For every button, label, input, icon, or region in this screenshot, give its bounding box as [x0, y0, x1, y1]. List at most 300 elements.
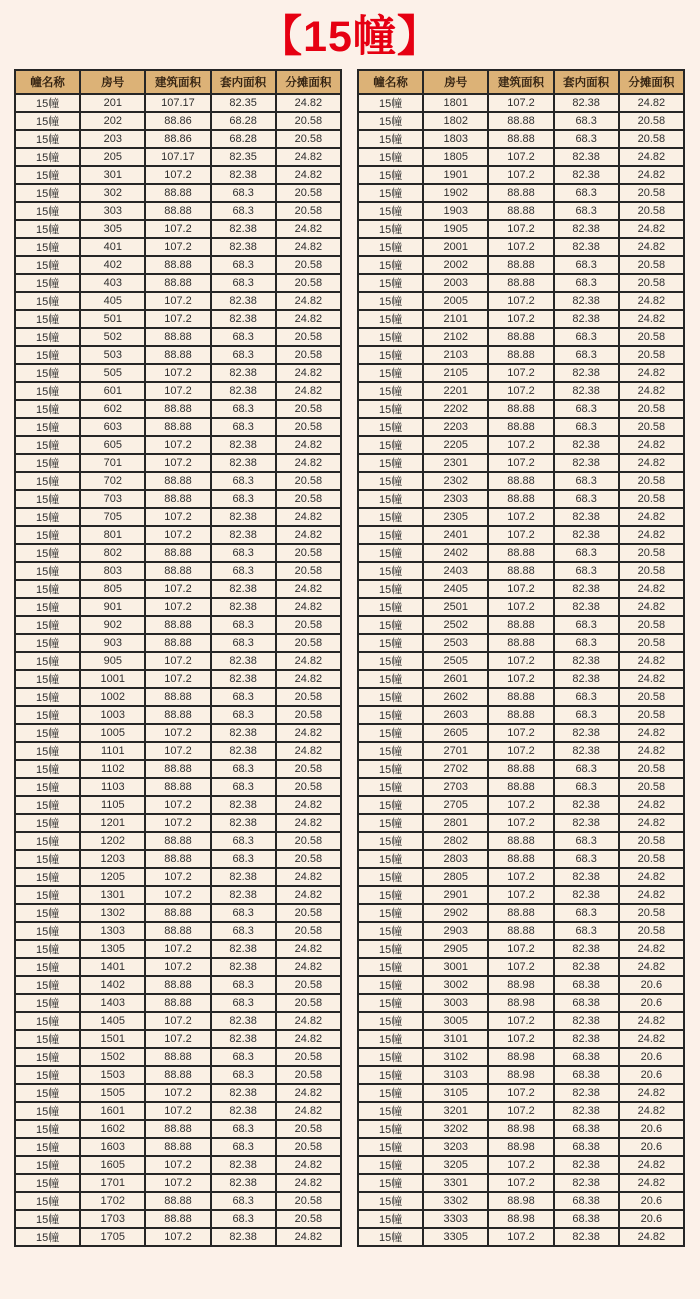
table-cell: 2303	[423, 490, 488, 508]
table-cell: 68.3	[554, 112, 619, 130]
table-cell: 15幢	[15, 256, 80, 274]
table-cell: 20.58	[276, 490, 341, 508]
table-cell: 24.82	[619, 652, 684, 670]
table-row	[358, 598, 684, 616]
table-cell: 2601	[423, 670, 488, 688]
table-cell: 3005	[423, 1012, 488, 1030]
table-cell: 24.82	[619, 814, 684, 832]
table-cell: 88.86	[145, 112, 210, 130]
table-cell: 20.58	[276, 1210, 341, 1228]
table-row	[358, 1048, 684, 1066]
table-cell: 15幢	[358, 400, 423, 418]
table-row	[358, 688, 684, 706]
table-row	[15, 508, 341, 526]
table-row	[15, 274, 341, 292]
table-cell: 15幢	[15, 1102, 80, 1120]
table-cell: 24.82	[276, 364, 341, 382]
table-cell: 1203	[80, 850, 145, 868]
table-cell: 88.88	[145, 184, 210, 202]
table-cell: 82.38	[211, 508, 276, 526]
table-cell: 24.82	[619, 310, 684, 328]
table-cell: 20.58	[276, 544, 341, 562]
table-cell: 68.3	[554, 418, 619, 436]
table-cell: 15幢	[15, 760, 80, 778]
table-cell: 15幢	[15, 1120, 80, 1138]
table-cell: 107.2	[488, 526, 553, 544]
table-cell: 82.38	[211, 724, 276, 742]
table-cell: 20.58	[619, 202, 684, 220]
table-cell: 88.88	[145, 688, 210, 706]
table-cell: 24.82	[619, 1084, 684, 1102]
table-cell: 68.38	[554, 1048, 619, 1066]
table-cell: 107.2	[488, 796, 553, 814]
table-cell: 68.3	[554, 688, 619, 706]
table-cell: 82.38	[554, 238, 619, 256]
table-cell: 82.38	[211, 958, 276, 976]
table-cell: 2905	[423, 940, 488, 958]
column-header: 分摊面积	[276, 70, 341, 94]
table-cell: 15幢	[358, 544, 423, 562]
table-cell: 68.3	[554, 850, 619, 868]
table-cell: 1103	[80, 778, 145, 796]
table-cell: 15幢	[15, 544, 80, 562]
table-cell: 107.2	[488, 598, 553, 616]
table-row	[358, 1102, 684, 1120]
table-cell: 82.38	[554, 526, 619, 544]
table-cell: 82.38	[554, 868, 619, 886]
table-cell: 107.2	[145, 238, 210, 256]
table-cell: 20.58	[276, 904, 341, 922]
table-cell: 88.88	[488, 688, 553, 706]
table-cell: 20.58	[276, 346, 341, 364]
table-cell: 20.58	[276, 1192, 341, 1210]
table-cell: 15幢	[15, 1084, 80, 1102]
table-cell: 1702	[80, 1192, 145, 1210]
table-cell: 107.2	[488, 238, 553, 256]
table-row	[15, 562, 341, 580]
table-cell: 24.82	[276, 148, 341, 166]
table-cell: 1202	[80, 832, 145, 850]
table-cell: 107.2	[488, 508, 553, 526]
table-cell: 24.82	[276, 436, 341, 454]
table-cell: 68.3	[211, 1192, 276, 1210]
table-cell: 3202	[423, 1120, 488, 1138]
table-cell: 68.3	[211, 328, 276, 346]
table-cell: 107.2	[488, 382, 553, 400]
table-cell: 2105	[423, 364, 488, 382]
table-cell: 107.2	[488, 94, 553, 112]
table-cell: 502	[80, 328, 145, 346]
table-row	[358, 832, 684, 850]
table-cell: 1801	[423, 94, 488, 112]
table-row	[15, 922, 341, 940]
table-cell: 107.2	[488, 1228, 553, 1246]
table-cell: 15幢	[15, 94, 80, 112]
table-cell: 15幢	[358, 184, 423, 202]
table-cell: 107.2	[145, 742, 210, 760]
table-cell: 1601	[80, 1102, 145, 1120]
table-row	[358, 490, 684, 508]
table-cell: 68.3	[211, 850, 276, 868]
table-cell: 24.82	[619, 886, 684, 904]
table-cell: 107.2	[488, 454, 553, 472]
table-row	[15, 382, 341, 400]
table-cell: 15幢	[358, 1120, 423, 1138]
table-cell: 2502	[423, 616, 488, 634]
table-row	[358, 202, 684, 220]
table-row	[358, 1030, 684, 1048]
table-row	[15, 940, 341, 958]
table-row	[358, 508, 684, 526]
table-cell: 15幢	[15, 886, 80, 904]
table-cell: 15幢	[358, 976, 423, 994]
table-cell: 20.58	[276, 778, 341, 796]
table-cell: 88.88	[488, 616, 553, 634]
table-cell: 15幢	[358, 958, 423, 976]
table-cell: 15幢	[15, 1174, 80, 1192]
table-cell: 15幢	[15, 580, 80, 598]
table-cell: 3101	[423, 1030, 488, 1048]
table-cell: 68.3	[554, 706, 619, 724]
table-row	[358, 1174, 684, 1192]
table-cell: 107.2	[488, 868, 553, 886]
table-row	[358, 706, 684, 724]
table-cell: 15幢	[15, 112, 80, 130]
table-cell: 88.88	[145, 778, 210, 796]
tables-container	[0, 69, 700, 1247]
table-cell: 20.6	[619, 1192, 684, 1210]
table-row	[358, 94, 684, 112]
table-row	[358, 904, 684, 922]
table-cell: 15幢	[15, 1138, 80, 1156]
column-header: 幢名称	[15, 70, 80, 94]
table-cell: 88.88	[145, 904, 210, 922]
table-cell: 88.88	[145, 832, 210, 850]
table-cell: 20.58	[276, 688, 341, 706]
table-cell: 82.38	[554, 1084, 619, 1102]
table-cell: 88.88	[488, 472, 553, 490]
table-cell: 88.88	[488, 850, 553, 868]
table-cell: 20.58	[619, 472, 684, 490]
table-cell: 902	[80, 616, 145, 634]
table-cell: 15幢	[358, 274, 423, 292]
table-cell: 107.2	[145, 1156, 210, 1174]
table-cell: 88.88	[145, 562, 210, 580]
table-cell: 82.38	[211, 1012, 276, 1030]
table-cell: 82.38	[211, 364, 276, 382]
table-cell: 15幢	[358, 292, 423, 310]
table-cell: 1805	[423, 148, 488, 166]
table-cell: 15幢	[15, 1048, 80, 1066]
table-cell: 68.3	[554, 400, 619, 418]
column-header: 套内面积	[554, 70, 619, 94]
table-cell: 2003	[423, 274, 488, 292]
table-cell: 3305	[423, 1228, 488, 1246]
table-cell: 68.3	[211, 634, 276, 652]
table-cell: 15幢	[358, 652, 423, 670]
table-cell: 107.2	[488, 1012, 553, 1030]
table-cell: 107.2	[488, 1156, 553, 1174]
table-cell: 15幢	[358, 904, 423, 922]
table-cell: 15幢	[358, 994, 423, 1012]
table-cell: 205	[80, 148, 145, 166]
table-row	[15, 580, 341, 598]
table-cell: 88.98	[488, 1138, 553, 1156]
table-cell: 805	[80, 580, 145, 598]
table-cell: 15幢	[358, 886, 423, 904]
table-row	[358, 472, 684, 490]
table-cell: 20.58	[619, 184, 684, 202]
table-row	[358, 670, 684, 688]
table-cell: 68.3	[554, 778, 619, 796]
table-row	[15, 634, 341, 652]
table-cell: 82.38	[554, 148, 619, 166]
table-cell: 82.38	[554, 220, 619, 238]
table-row	[15, 1066, 341, 1084]
table-cell: 82.38	[211, 1228, 276, 1246]
table-cell: 15幢	[15, 274, 80, 292]
table-cell: 20.58	[619, 490, 684, 508]
table-row	[15, 778, 341, 796]
table-cell: 68.38	[554, 994, 619, 1012]
table-cell: 82.38	[554, 94, 619, 112]
table-cell: 24.82	[619, 292, 684, 310]
table-cell: 20.58	[619, 544, 684, 562]
table-cell: 68.3	[554, 490, 619, 508]
table-cell: 15幢	[358, 472, 423, 490]
table-cell: 24.82	[619, 364, 684, 382]
table-cell: 15幢	[358, 130, 423, 148]
table-cell: 15幢	[358, 364, 423, 382]
table-cell: 15幢	[15, 994, 80, 1012]
table-cell: 24.82	[619, 580, 684, 598]
table-cell: 1503	[80, 1066, 145, 1084]
table-cell: 15幢	[358, 670, 423, 688]
table-cell: 15幢	[15, 472, 80, 490]
table-cell: 3203	[423, 1138, 488, 1156]
table-cell: 20.58	[619, 562, 684, 580]
table-cell: 15幢	[358, 1048, 423, 1066]
table-cell: 20.58	[619, 274, 684, 292]
table-cell: 3105	[423, 1084, 488, 1102]
table-row	[358, 436, 684, 454]
table-cell: 82.38	[211, 580, 276, 598]
table-cell: 15幢	[15, 940, 80, 958]
table-row	[15, 976, 341, 994]
table-cell: 68.3	[554, 256, 619, 274]
table-cell: 15幢	[15, 166, 80, 184]
table-cell: 3102	[423, 1048, 488, 1066]
table-cell: 68.3	[211, 544, 276, 562]
table-cell: 107.2	[145, 814, 210, 832]
table-cell: 68.28	[211, 112, 276, 130]
table-row	[358, 814, 684, 832]
table-cell: 2702	[423, 760, 488, 778]
table-cell: 2305	[423, 508, 488, 526]
table-cell: 15幢	[15, 526, 80, 544]
table-cell: 88.88	[488, 778, 553, 796]
table-cell: 88.88	[145, 472, 210, 490]
table-cell: 82.38	[554, 1174, 619, 1192]
table-cell: 1201	[80, 814, 145, 832]
table-cell: 68.3	[211, 922, 276, 940]
table-cell: 88.88	[488, 274, 553, 292]
table-cell: 20.58	[276, 472, 341, 490]
table-cell: 3302	[423, 1192, 488, 1210]
table-cell: 107.2	[488, 148, 553, 166]
table-cell: 107.2	[145, 1084, 210, 1102]
table-cell: 68.3	[554, 634, 619, 652]
table-cell: 107.2	[488, 364, 553, 382]
table-cell: 2805	[423, 868, 488, 886]
table-cell: 88.88	[488, 760, 553, 778]
table-row	[358, 652, 684, 670]
table-row	[15, 1012, 341, 1030]
table-cell: 15幢	[358, 796, 423, 814]
table-cell: 88.88	[488, 544, 553, 562]
table-cell: 82.38	[211, 1174, 276, 1192]
table-row	[15, 526, 341, 544]
table-cell: 24.82	[276, 1174, 341, 1192]
header-row	[15, 70, 341, 94]
table-row	[15, 868, 341, 886]
table-cell: 15幢	[15, 346, 80, 364]
table-cell: 1602	[80, 1120, 145, 1138]
table-cell: 605	[80, 436, 145, 454]
table-cell: 82.38	[211, 1102, 276, 1120]
table-cell: 24.82	[619, 1102, 684, 1120]
table-row	[15, 1120, 341, 1138]
table-cell: 88.88	[145, 1210, 210, 1228]
table-cell: 68.38	[554, 1192, 619, 1210]
table-cell: 1603	[80, 1138, 145, 1156]
table-cell: 107.2	[145, 724, 210, 742]
table-cell: 20.58	[276, 994, 341, 1012]
table-cell: 24.82	[619, 526, 684, 544]
table-cell: 15幢	[358, 166, 423, 184]
table-cell: 15幢	[15, 688, 80, 706]
table-cell: 107.2	[145, 364, 210, 382]
table-row	[358, 1210, 684, 1228]
table-cell: 15幢	[15, 400, 80, 418]
table-cell: 15幢	[15, 436, 80, 454]
table-cell: 15幢	[358, 868, 423, 886]
table-cell: 82.38	[554, 958, 619, 976]
table-cell: 3201	[423, 1102, 488, 1120]
table-cell: 2902	[423, 904, 488, 922]
table-cell: 15幢	[358, 778, 423, 796]
table-row	[15, 310, 341, 328]
table-cell: 2402	[423, 544, 488, 562]
table-cell: 15幢	[15, 130, 80, 148]
table-cell: 24.82	[619, 1012, 684, 1030]
table-cell: 82.35	[211, 94, 276, 112]
table-row	[358, 940, 684, 958]
table-cell: 82.38	[554, 382, 619, 400]
table-cell: 601	[80, 382, 145, 400]
table-cell: 82.38	[554, 436, 619, 454]
table-cell: 15幢	[15, 382, 80, 400]
table-cell: 15幢	[358, 634, 423, 652]
table-cell: 68.3	[211, 346, 276, 364]
table-cell: 20.6	[619, 1120, 684, 1138]
table-cell: 107.2	[488, 724, 553, 742]
table-cell: 82.38	[211, 814, 276, 832]
table-row	[15, 994, 341, 1012]
area-table-left	[14, 69, 342, 1247]
table-cell: 2203	[423, 418, 488, 436]
table-cell: 88.88	[145, 346, 210, 364]
table-cell: 107.2	[488, 814, 553, 832]
table-cell: 82.38	[554, 742, 619, 760]
table-cell: 24.82	[276, 1228, 341, 1246]
table-cell: 24.82	[276, 292, 341, 310]
table-cell: 20.58	[276, 256, 341, 274]
table-row	[15, 472, 341, 490]
table-cell: 20.58	[619, 400, 684, 418]
table-cell: 82.38	[211, 382, 276, 400]
table-cell: 15幢	[358, 940, 423, 958]
table-cell: 68.3	[211, 760, 276, 778]
table-cell: 2202	[423, 400, 488, 418]
table-cell: 68.3	[211, 832, 276, 850]
table-cell: 1302	[80, 904, 145, 922]
table-cell: 107.2	[488, 1102, 553, 1120]
table-cell: 1402	[80, 976, 145, 994]
table-row	[15, 184, 341, 202]
table-cell: 107.2	[488, 940, 553, 958]
table-cell: 107.17	[145, 148, 210, 166]
table-cell: 24.82	[619, 868, 684, 886]
table-row	[15, 112, 341, 130]
table-row	[358, 1138, 684, 1156]
table-cell: 82.38	[554, 166, 619, 184]
table-cell: 107.2	[488, 292, 553, 310]
table-row	[15, 202, 341, 220]
table-cell: 88.88	[488, 130, 553, 148]
table-cell: 68.3	[554, 130, 619, 148]
table-cell: 24.82	[276, 940, 341, 958]
table-cell: 88.88	[488, 400, 553, 418]
table-cell: 88.88	[145, 490, 210, 508]
table-row	[15, 1192, 341, 1210]
table-cell: 20.58	[276, 328, 341, 346]
table-cell: 20.58	[276, 616, 341, 634]
table-cell: 15幢	[15, 706, 80, 724]
table-row	[358, 544, 684, 562]
table-cell: 1703	[80, 1210, 145, 1228]
table-cell: 15幢	[358, 832, 423, 850]
table-cell: 82.38	[554, 292, 619, 310]
table-cell: 68.28	[211, 130, 276, 148]
table-cell: 82.38	[554, 364, 619, 382]
table-cell: 107.2	[488, 310, 553, 328]
table-cell: 2301	[423, 454, 488, 472]
table-row	[15, 364, 341, 382]
table-cell: 24.82	[619, 1174, 684, 1192]
table-row	[15, 688, 341, 706]
table-cell: 68.3	[211, 1138, 276, 1156]
table-cell: 88.88	[488, 832, 553, 850]
table-cell: 82.38	[211, 868, 276, 886]
table-cell: 201	[80, 94, 145, 112]
table-cell: 88.88	[488, 562, 553, 580]
area-table-right	[357, 69, 685, 1247]
table-cell: 1505	[80, 1084, 145, 1102]
table-cell: 88.98	[488, 994, 553, 1012]
table-cell: 20.58	[276, 976, 341, 994]
table-row	[15, 904, 341, 922]
